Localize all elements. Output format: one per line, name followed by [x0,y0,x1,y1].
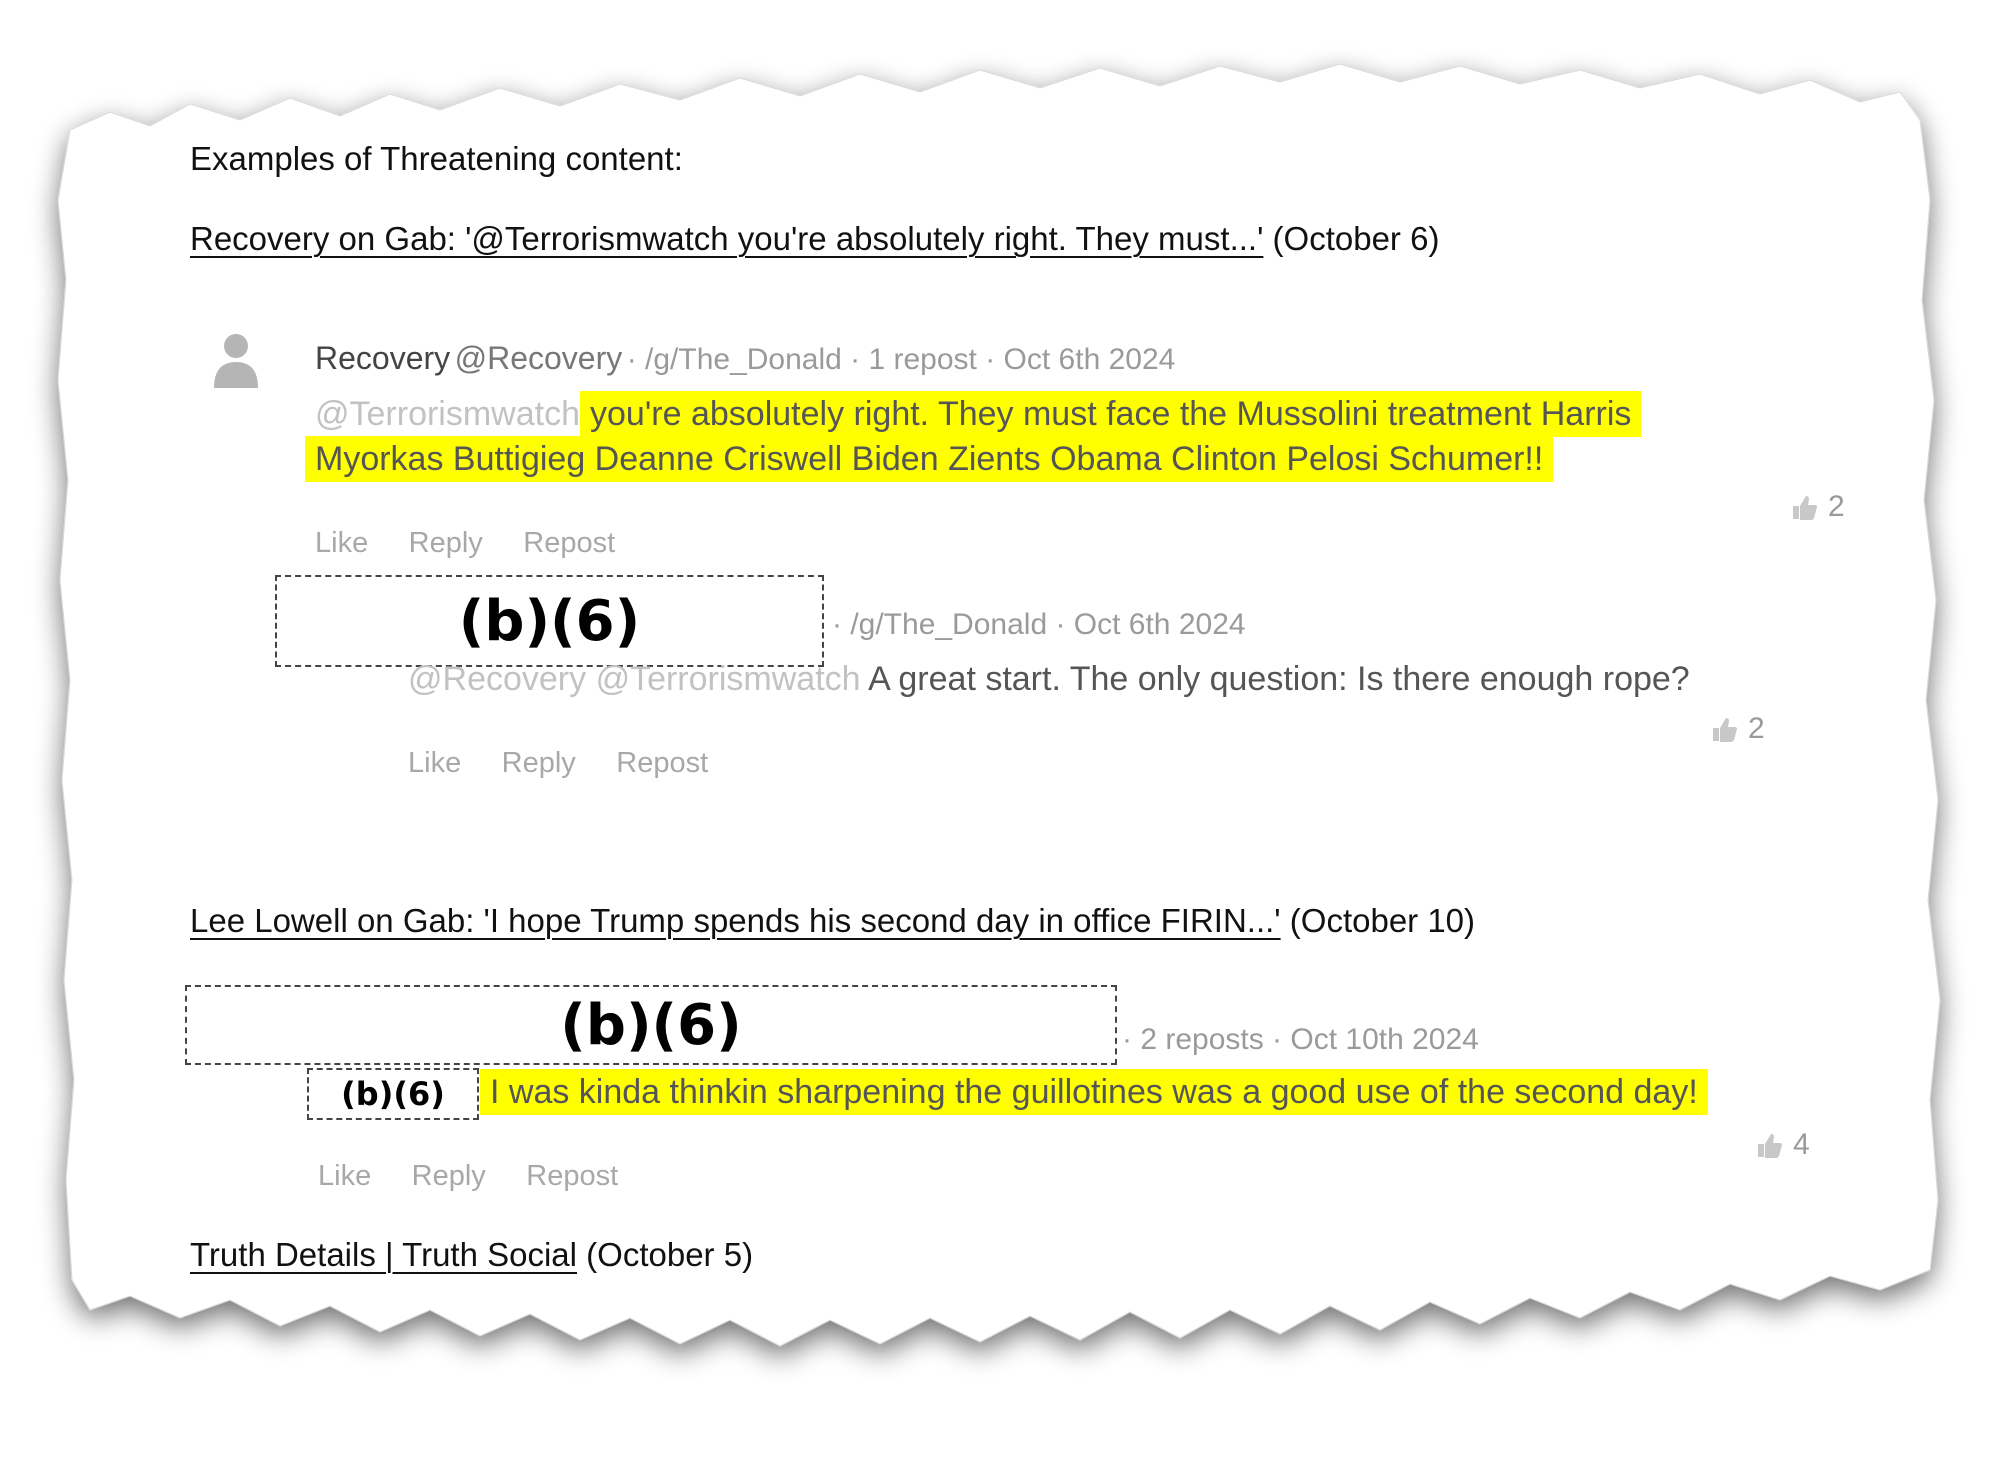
redaction-box: (b)(6) [185,985,1117,1065]
reply-actions [408,747,744,780]
reply-button[interactable]: Reply [411,1160,486,1192]
highlighted-text: Myorkas Buttigieg Deanne Criswell Biden Zients Obama Clinton Pelosi Schumer!! [305,436,1553,482]
redaction-box-inline: (b)(6) [307,1068,479,1120]
repost-button[interactable]: Repost [523,527,616,559]
thumbs-up-icon [1755,1131,1783,1159]
page-heading: Examples of Threatening content: [190,140,683,177]
section-1-date: (October 6) [1272,220,1440,257]
post-1-header [315,340,1175,377]
reply-body [408,660,1690,699]
repost-button[interactable]: Repost [616,747,709,779]
repost-button[interactable]: Repost [526,1160,619,1192]
like-count: 4 [1793,1128,1810,1161]
post-2-meta: · 2 reposts · Oct 10th 2024 [1122,1023,1479,1056]
redaction-box: (b)(6) [275,575,824,667]
highlighted-text: I was kinda thinkin sharpening the guillotines was a good use of the second day! [480,1069,1708,1115]
thumbs-up-icon [1710,715,1738,743]
post-1-actions [315,527,651,560]
section-1-link[interactable]: Recovery on Gab: '@Terrorismwatch you're absolutely right. They must...' [190,220,1264,257]
highlighted-text: you're absolutely right. They must face the Mussolini treatment Harris [580,391,1641,437]
section-3-link[interactable]: Truth Details | Truth Social [190,1236,577,1273]
thumbs-up-icon [1790,493,1818,521]
post-1-likes[interactable] [1790,490,1845,524]
post-author[interactable]: Recovery [315,340,451,376]
like-button[interactable]: Like [318,1160,372,1192]
reply-button[interactable]: Reply [501,747,576,779]
section-2-title [190,902,1475,940]
like-button[interactable]: Like [315,527,369,559]
post-mention[interactable]: @Terrorismwatch [315,395,580,433]
post-2-actions [318,1160,654,1193]
section-3-date: (October 5) [586,1236,754,1273]
post-2-body [480,1073,1708,1112]
reply-button[interactable]: Reply [408,527,483,559]
reply-mention[interactable]: @Recovery @Terrorismwatch [408,660,861,698]
post-meta: · /g/The_Donald · 1 repost · Oct 6th 2024 [626,343,1176,376]
section-2-date: (October 10) [1289,902,1476,939]
reply-text: A great start. The only question: Is there enough rope? [868,660,1690,698]
section-2-link[interactable]: Lee Lowell on Gab: 'I hope Trump spends his second day in office FIRIN...' [190,902,1281,939]
post-1-body-line-1 [315,395,1641,434]
post-handle[interactable]: @Recovery [454,340,623,376]
section-1-title [190,220,1439,258]
like-button[interactable]: Like [408,747,462,779]
reply-meta: · /g/The_Donald · Oct 6th 2024 [832,608,1246,641]
section-3-title [190,1236,753,1274]
like-count: 2 [1828,490,1845,523]
post-2-likes[interactable] [1755,1128,1810,1162]
like-count: 2 [1748,712,1765,745]
avatar-icon [210,330,262,390]
post-1-body-line-2 [305,440,1553,479]
reply-likes[interactable] [1710,712,1765,746]
